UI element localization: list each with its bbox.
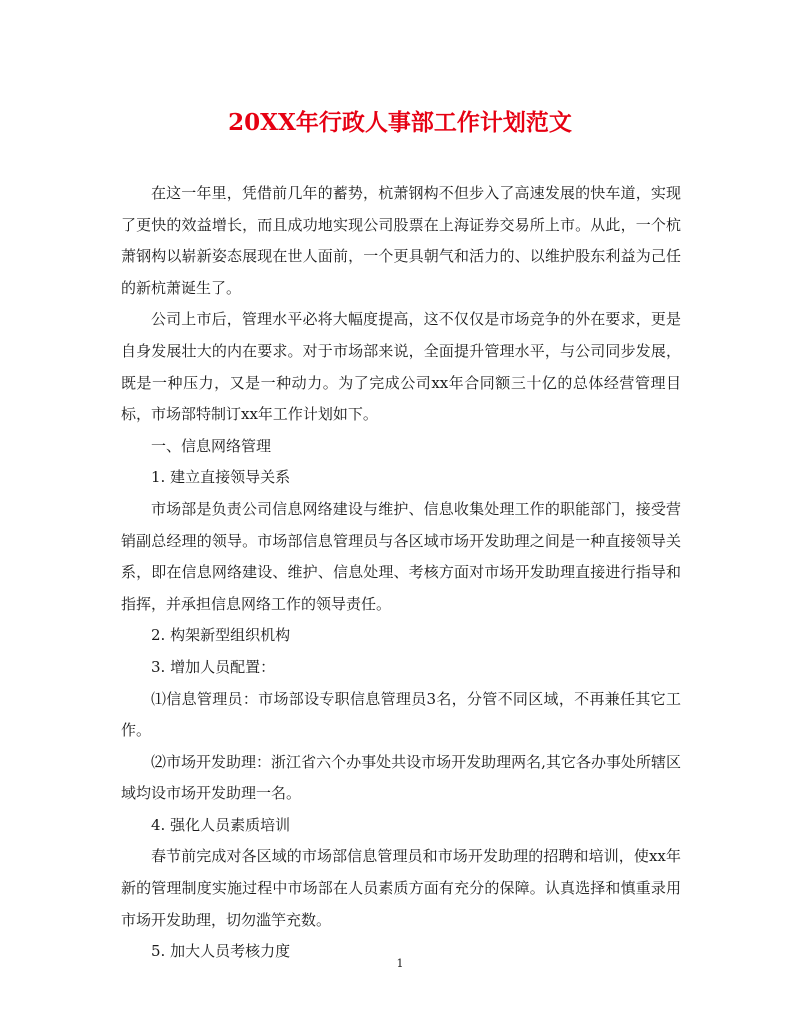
document-body: [121, 178, 681, 968]
item-heading-2: 2. 构架新型组织机构: [151, 626, 291, 645]
item-heading-1: 1. 建立直接领导关系: [151, 468, 291, 487]
item-heading-4: 4. 强化人员素质培训: [151, 815, 291, 834]
section-heading-info-network: 一、信息网络管理: [151, 436, 272, 455]
item-heading-5: 5. 加大人员考核力度: [151, 942, 291, 961]
paragraph-listing: 公司上市后，管理水平必将大幅度提高，这不仅仅是市场竞争的外在要求，更是自身发展壮大的内在要求。对于市场部来说，全面提升管理水平，与公司同步发展，既是一种压力，又是一种动力。为了完成公司xx年合同额三十亿的总体经营管理目标，市场部特制订xx年工作计划如下。: [121, 310, 681, 424]
paragraph-leadership: 市场部是负责公司信息网络建设与维护、信息收集处理工作的职能部门，接受营销副总经理的领导。市场部信息管理员与各区域市场开发助理之间是一种直接领导关系，即在信息网络建设、维护、信息处理、考核方面对市场开发助理直接进行指导和指挥，并承担信息网络工作的领导责任。: [121, 499, 681, 613]
paragraph-training: 春节前完成对各区域的市场部信息管理员和市场开发助理的招聘和培训，使xx年新的管理制度实施过程中市场部在人员素质方面有充分的保障。认真选择和慎重录用市场开发助理，切勿滥竽充数。: [121, 847, 681, 929]
paragraph-market-assistant: ⑵市场开发助理：浙江省六个办事处共设市场开发助理两名,其它各办事处所辖区域均设市场开发助理一名。: [121, 752, 681, 803]
item-heading-3: 3. 增加人员配置：: [151, 657, 276, 676]
paragraph-intro: 在这一年里，凭借前几年的蓄势，杭萧钢构不但步入了高速发展的快车道，实现了更快的效益增长，而且成功地实现公司股票在上海证券交易所上市。从此，一个杭萧钢构以崭新姿态展现在世人面前，一个更具朝气和活力的、以维护股东利益为己任的新杭萧诞生了。: [121, 184, 681, 297]
page-number: 1: [396, 957, 404, 970]
document-title: 20XX年行政人事部工作计划范文: [228, 109, 572, 136]
paragraph-info-manager: ⑴信息管理员：市场部设专职信息管理员3名，分管不同区域，不再兼任其它工作。: [121, 689, 681, 740]
